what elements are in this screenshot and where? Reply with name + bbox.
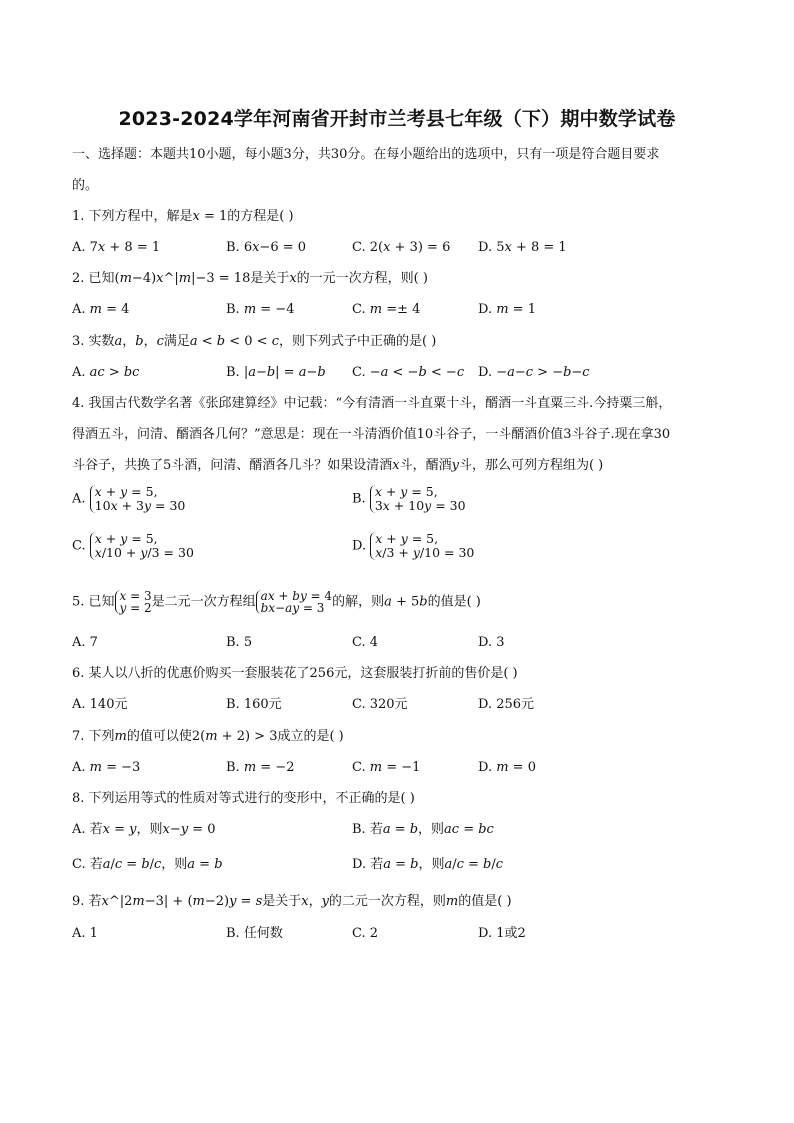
- option-label: C.: [72, 538, 86, 554]
- question-8: 8. 下列运用等式的性质对等式进行的变形中，不正确的是( ): [72, 791, 415, 806]
- question-9: 9. 若𝑥^|2𝑚−3| + (𝑚−2)𝑦 = 𝑠是关于𝑥，𝑦的二元一次方程，则𝑚的值是( ): [72, 894, 512, 909]
- q5-option-a: A. 7: [72, 635, 98, 650]
- question-5: [72, 590, 481, 614]
- q5-option-c: C. 4: [352, 635, 379, 650]
- q5-mid: 是二元一次方程组: [151, 594, 256, 610]
- question-4-line-3: 斗谷子，共换了5斗酒，问清、醑酒各几斗？如果设清酒𝑥斗，醑酒𝑦斗，那么可列方程组为( ): [72, 458, 604, 473]
- q7-option-c: C. 𝑚 = −1: [352, 760, 421, 775]
- q9-option-d: D. 1或2: [478, 926, 526, 941]
- page-title: 2023-2024学年河南省开封市兰考县七年级（下）期中数学试卷: [118, 108, 676, 130]
- question-3: 3. 实数𝑎，𝑏，𝑐满足𝑎 < 𝑏 < 0 < 𝑐，则下列式子中正确的是( ): [72, 334, 437, 349]
- equation-row: 𝑎𝑥 + 𝑏𝑦 = 4: [260, 589, 333, 603]
- equation-row: 10𝑥 + 3𝑦 = 30: [94, 498, 186, 513]
- q7-option-d: D. 𝑚 = 0: [478, 760, 536, 775]
- q8-option-b: B. 若𝑎 = 𝑏，则𝑎𝑐 = 𝑏𝑐: [352, 822, 494, 837]
- q4-option-d: [352, 532, 474, 560]
- question-1: 1. 下列方程中，解是𝑥 = 1的方程是( ): [72, 209, 294, 224]
- q1-option-b: B. 6𝑥−6 = 0: [226, 240, 307, 255]
- equation-row: 𝑥/3 + 𝑦/10 = 30: [375, 545, 475, 560]
- equation-system: [256, 590, 332, 614]
- equation-row: 𝑥 + 𝑦 = 5,: [374, 484, 438, 499]
- equation-row: 3𝑥 + 10𝑦 = 30: [374, 498, 466, 513]
- equation-row: 𝑏𝑥−𝑎𝑦 = 3: [260, 601, 325, 615]
- q5-option-d: D. 3: [478, 635, 505, 650]
- section-header: 一、选择题：本题共10小题，每小题3分，共30分。在每小题给出的选项中，只有一项是符合题目要求: [72, 147, 660, 162]
- q4-option-a: [72, 485, 185, 513]
- q3-option-c: C. −𝑎 < −𝑏 < −𝑐: [352, 365, 465, 380]
- question-7: 7. 下列𝑚的值可以使2(𝑚 + 2) > 3成立的是( ): [72, 729, 344, 744]
- equation-row: 𝑥 + 𝑦 = 5,: [375, 531, 439, 546]
- q1-option-d: D. 5𝑥 + 8 = 1: [478, 240, 567, 255]
- q5-suffix: 的解，则𝑎 + 5𝑏的值是( ): [332, 594, 481, 610]
- q3-option-b: B. |𝑎−𝑏| = 𝑎−𝑏: [226, 365, 326, 380]
- equation-row: 𝑥 + 𝑦 = 5,: [94, 484, 158, 499]
- equation-row: 𝑥 = 3: [119, 589, 152, 603]
- equation-system: [370, 532, 474, 560]
- q8-option-d: D. 若𝑎 = 𝑏，则𝑎/𝑐 = 𝑏/𝑐: [352, 857, 504, 872]
- q7-option-b: B. 𝑚 = −2: [226, 760, 295, 775]
- section-header-cont: 的。: [72, 178, 99, 193]
- q8-option-a: A. 若𝑥 = 𝑦，则𝑥−𝑦 = 0: [72, 822, 216, 837]
- q6-option-c: C. 320元: [352, 697, 408, 712]
- question-4-line-2: 得酒五斗，问清、醑酒各几何？”意思是：现在一斗清酒价值10斗谷子，一斗醑酒价值3斗谷子.现在拿30: [72, 427, 671, 442]
- q3-option-a: A. 𝑎𝑐 > 𝑏𝑐: [72, 365, 140, 380]
- option-label: A.: [72, 491, 86, 507]
- q9-option-a: A. 1: [72, 926, 98, 941]
- q1-option-a: A. 7𝑥 + 8 = 1: [72, 240, 161, 255]
- q2-option-d: D. 𝑚 = 1: [478, 302, 536, 317]
- q4-option-c: [72, 532, 194, 560]
- q6-option-d: D. 256元: [478, 697, 535, 712]
- equation-system: [90, 485, 186, 513]
- q5-option-b: B. 5: [226, 635, 253, 650]
- q2-option-b: B. 𝑚 = −4: [226, 302, 295, 317]
- q7-option-a: A. 𝑚 = −3: [72, 760, 141, 775]
- question-6: 6. 某人以八折的优惠价购买一套服装花了256元，这套服装打折前的售价是( ): [72, 666, 518, 681]
- equation-row: 𝑦 = 2: [119, 601, 152, 615]
- q2-option-c: C. 𝑚 =± 4: [352, 302, 421, 317]
- equation-system: [370, 485, 466, 513]
- q5-prefix: 5. 已知: [72, 594, 115, 610]
- equation-row: 𝑥 + 𝑦 = 5,: [94, 531, 158, 546]
- equation-row: 𝑥/10 + 𝑦/3 = 30: [94, 545, 194, 560]
- q9-option-c: C. 2: [352, 926, 379, 941]
- q6-option-b: B. 160元: [226, 697, 282, 712]
- q4-option-b: [352, 485, 466, 513]
- q6-option-a: A. 140元: [72, 697, 128, 712]
- equation-system: [115, 590, 152, 614]
- q9-option-b: B. 任何数: [226, 926, 283, 941]
- equation-system: [90, 532, 194, 560]
- question-2: 2. 已知(𝑚−4)𝑥^|𝑚|−3 = 18是关于𝑥的一元一次方程，则( ): [72, 271, 428, 286]
- option-label: B.: [352, 491, 366, 507]
- q3-option-d: D. −𝑎−𝑐 > −𝑏−𝑐: [478, 365, 590, 380]
- q8-option-c: C. 若𝑎/𝑐 = 𝑏/𝑐，则𝑎 = 𝑏: [72, 857, 223, 872]
- q1-option-c: C. 2(𝑥 + 3) = 6: [352, 240, 451, 255]
- q2-option-a: A. 𝑚 = 4: [72, 302, 130, 317]
- question-4-line-1: 4. 我国古代数学名著《张邱建算经》中记载：“今有清酒一斗直粟十斗，醑酒一斗直粟三斗.今持粟三斛，: [72, 396, 672, 411]
- option-label: D.: [352, 538, 367, 554]
